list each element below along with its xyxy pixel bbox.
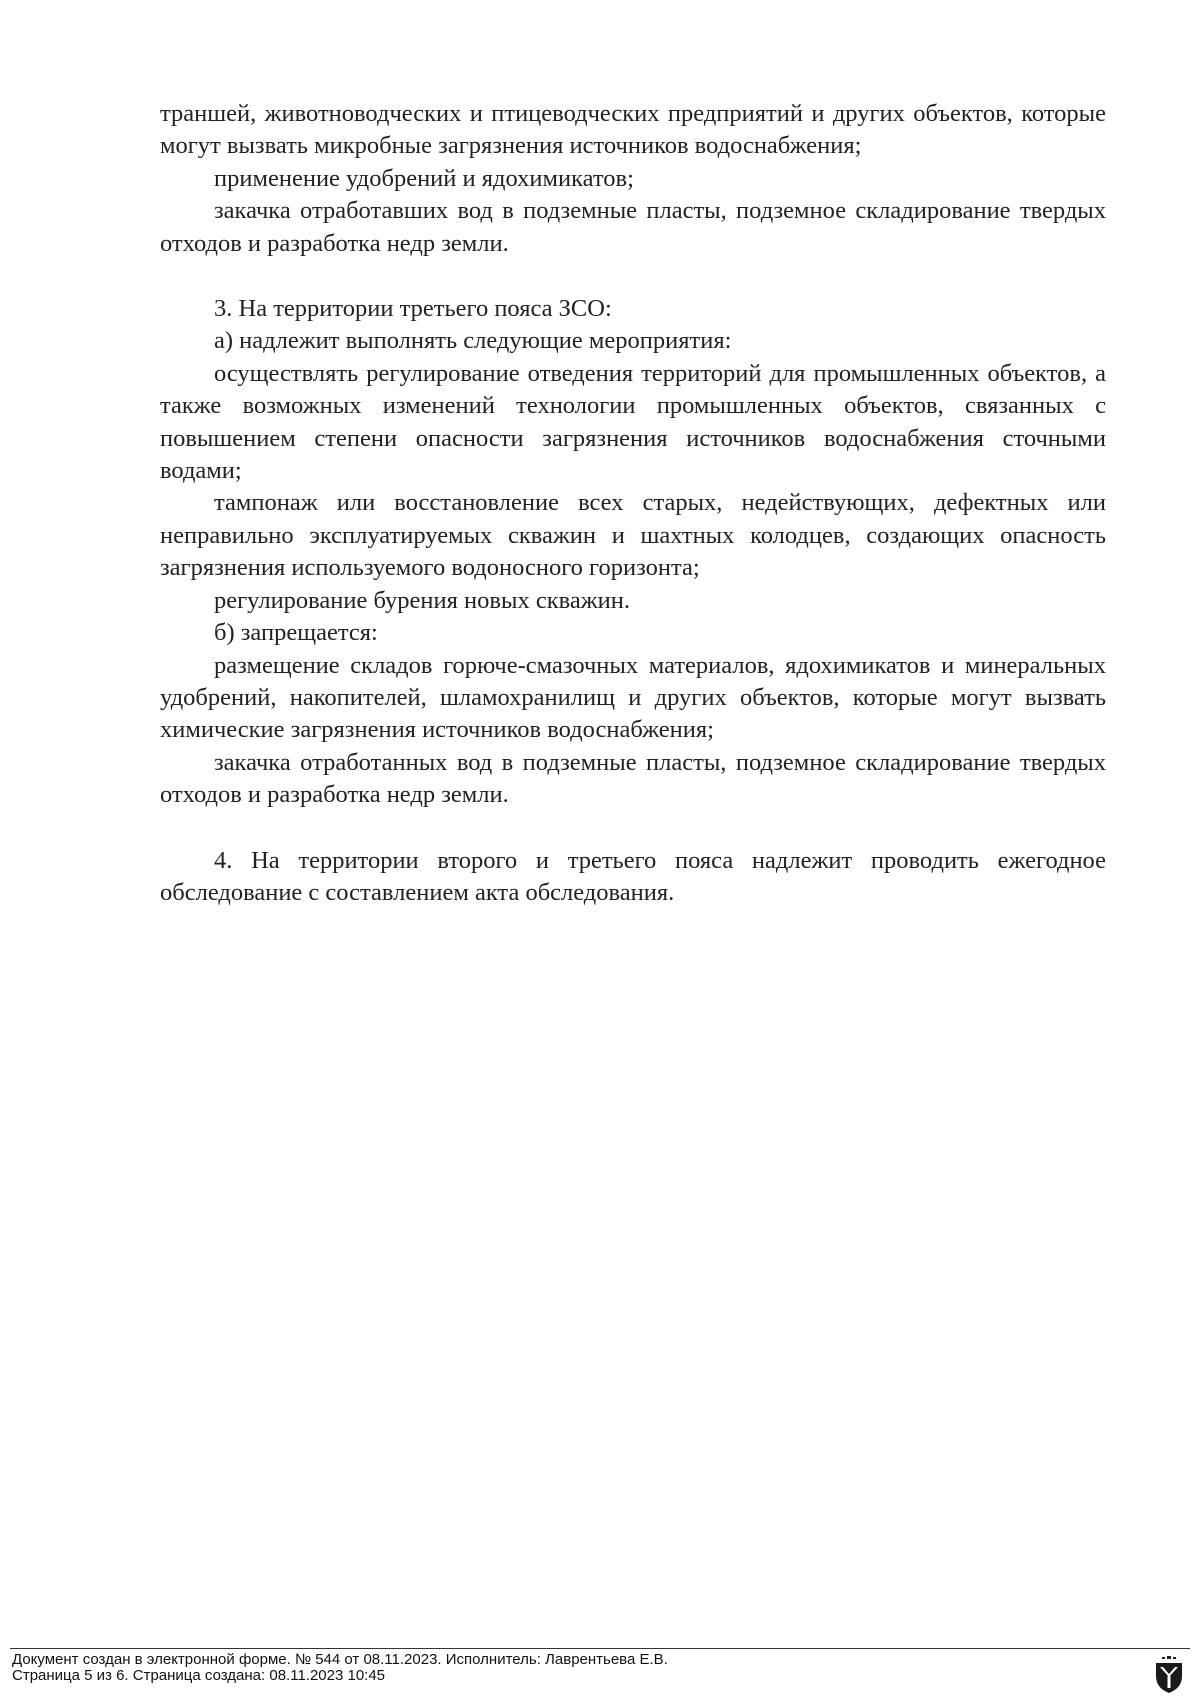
section-heading-4: 4. На территории второго и третьего пояса надлежит проводить ежегодное обследование с составлением акта обследования. — [160, 846, 1106, 906]
footer-page-info: Страница 5 из 6. Страница создана: 08.11.2023 10:45 — [12, 1667, 386, 1684]
emblem-icon — [1154, 1656, 1184, 1694]
section-gap — [160, 812, 1106, 845]
subheading-prohibited: б) запрещается: — [214, 619, 378, 647]
paragraph-wastewater-injection: закачка отработавших вод в подземные пласты, подземное складирование твердых отходов и разработка недр земли. — [160, 197, 1106, 257]
subheading-required-measures: а) надлежит выполнять следующие мероприятия: — [214, 327, 732, 355]
section-heading-3: 3. На территории третьего пояса ЗСО: — [214, 295, 612, 323]
paragraph-waste-injection-prohibition: закачка отработанных вод в подземные пласты, подземное складирование твердых отходов и разработка недр земли. — [160, 748, 1106, 809]
paragraph-well-plugging: тампонаж или восстановление всех старых, недействующих, дефектных или неправильно эксплуатируемых скважин и шахтных колодцев, создающих опасность загрязнения используемого водоносного горизонта; — [160, 489, 1106, 582]
footer-document-info: Документ создан в электронной форме. № 544 от 08.11.2023. Исполнитель: Лаврентьева Е.В. — [12, 1651, 668, 1668]
paragraph-prohibited-objects-continued: траншей, животноводческих и птицеводческих предприятий и других объектов, которые могут вызвать микробные загрязнения источников водоснабжения; — [160, 100, 1106, 160]
paragraph-fertilizers: применение удобрений и ядохимикатов; — [214, 164, 634, 192]
footer-divider — [10, 1648, 1190, 1649]
paragraph-territory-regulation: осуществлять регулирование отведения территорий для промышленных объектов, а также возможных изменений технологии промышленных объектов, связанных с повышением степени опасности загрязнения источников водоснабжения сточными водами; — [160, 359, 1106, 485]
paragraph-drilling-regulation: регулирование бурения новых скважин. — [214, 586, 630, 614]
section-gap — [160, 260, 1106, 293]
document-body — [160, 98, 1106, 909]
paragraph-storage-prohibition: размещение складов горюче-смазочных материалов, ядохимикатов и минеральных удобрений, накопителей, шламохранилищ и других объектов, которые могут вызвать химические загрязнения источников водоснабжения; — [160, 651, 1106, 744]
footer-text — [12, 1652, 668, 1684]
document-footer — [0, 1648, 1200, 1698]
